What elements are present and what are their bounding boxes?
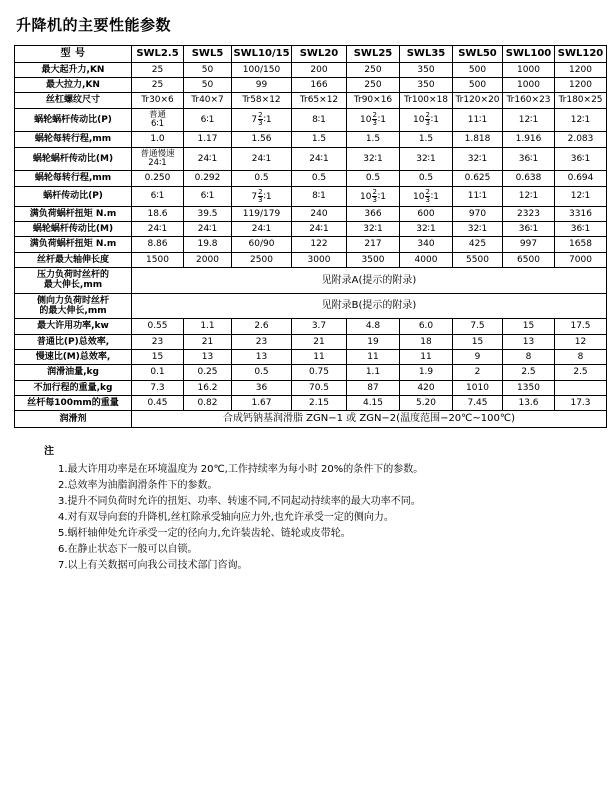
table-cell: 0.45 xyxy=(132,396,184,411)
table-cell: 6.0 xyxy=(400,319,453,334)
table-row xyxy=(15,108,607,132)
table-cell: 1000 xyxy=(503,77,555,92)
table-cell: 24∶1 xyxy=(232,221,292,236)
row-label: 润滑剂 xyxy=(15,411,132,428)
table-cell: 70.5 xyxy=(292,380,347,395)
table-row xyxy=(15,365,607,380)
table-cell: 13.6 xyxy=(503,396,555,411)
table-cell: 6∶1 xyxy=(184,186,232,206)
table-cell: Tr180×25 xyxy=(555,93,607,108)
table-cell: 2500 xyxy=(232,252,292,267)
table-cell: 32∶1 xyxy=(453,221,503,236)
table-cell: 3.7 xyxy=(292,319,347,334)
table-cell: 0.250 xyxy=(132,171,184,186)
table-cell: 8 xyxy=(555,350,607,365)
table-cell: 7.3 xyxy=(132,380,184,395)
table-row xyxy=(15,171,607,186)
table-cell: 11 xyxy=(292,350,347,365)
row-label: 慢速比(M)总效率, xyxy=(15,350,132,365)
table-cell: 166 xyxy=(292,77,347,92)
table-row xyxy=(15,206,607,221)
table-row xyxy=(15,237,607,252)
table-cell: 0.1 xyxy=(132,365,184,380)
table-cell: 1.5 xyxy=(292,132,347,147)
table-cell: Tr30×6 xyxy=(132,93,184,108)
table-cell: 2.5 xyxy=(555,365,607,380)
table-cell: 100/150 xyxy=(232,62,292,77)
table-cell: 24∶1 xyxy=(232,147,292,171)
table-cell xyxy=(555,380,607,395)
table-cell: 200 xyxy=(292,62,347,77)
table-cell: 60/90 xyxy=(232,237,292,252)
table-cell: 500 xyxy=(453,77,503,92)
row-label: 蜗轮蜗杆传动比(M) xyxy=(15,147,132,171)
row-label: 蜗轮蜗杆传动比(P) xyxy=(15,108,132,132)
table-cell: 36∶1 xyxy=(555,147,607,171)
table-cell: 13 xyxy=(184,350,232,365)
table-cell: 7.5 xyxy=(453,319,503,334)
column-header: SWL100 xyxy=(503,46,555,63)
table-cell: Tr58×12 xyxy=(232,93,292,108)
spec-table xyxy=(14,45,607,428)
table-cell: 240 xyxy=(292,206,347,221)
table-cell: 11∶1 xyxy=(453,186,503,206)
table-cell: 10 $\frac{2}{3}$ ∶1 xyxy=(400,108,453,132)
table-cell: 1.56 xyxy=(232,132,292,147)
table-cell: 0.5 xyxy=(347,171,400,186)
table-cell: 0.625 xyxy=(453,171,503,186)
table-cell: 5.20 xyxy=(400,396,453,411)
table-cell: 10 $\frac{2}{3}$ ∶1 xyxy=(347,108,400,132)
table-cell: 119/179 xyxy=(232,206,292,221)
table-cell: 7.45 xyxy=(453,396,503,411)
table-cell: 50 xyxy=(184,62,232,77)
table-cell: 2 xyxy=(453,365,503,380)
note-item: 7.以上有关数据可向我公司技术部门咨询。 xyxy=(58,559,248,571)
table-cell: 350 xyxy=(400,77,453,92)
page-title: 升降机的主要性能参数 xyxy=(16,16,172,34)
row-label: 满负荷蜗杆扭矩 N.m xyxy=(15,237,132,252)
table-cell: 350 xyxy=(400,62,453,77)
column-header: SWL50 xyxy=(453,46,503,63)
table-cell: 12∶1 xyxy=(555,108,607,132)
table-cell: 1200 xyxy=(555,62,607,77)
table-cell: 24∶1 xyxy=(132,221,184,236)
table-cell: 2.15 xyxy=(292,396,347,411)
table-cell: 24∶1 xyxy=(184,147,232,171)
table-cell: Tr90×16 xyxy=(347,93,400,108)
row-label: 蜗轮每转行程,mm xyxy=(15,171,132,186)
table-cell: 10 $\frac{2}{3}$ ∶1 xyxy=(347,186,400,206)
row-label: 满负荷蜗杆扭矩 N.m xyxy=(15,206,132,221)
table-cell: 99 xyxy=(232,77,292,92)
table-cell: 3000 xyxy=(292,252,347,267)
row-label: 润滑油量,kg xyxy=(15,365,132,380)
table-cell: 1.9 xyxy=(400,365,453,380)
table-cell: 1350 xyxy=(503,380,555,395)
table-cell: 12∶1 xyxy=(503,186,555,206)
table-cell: 2000 xyxy=(184,252,232,267)
table-row xyxy=(15,186,607,206)
row-span-value: 合成钙钠基润滑脂 ZGN−1 或 ZGN−2(温度范围−20℃~100℃) xyxy=(132,411,607,428)
table-cell: 32∶1 xyxy=(400,221,453,236)
table-row xyxy=(15,411,607,428)
table-cell: 1.5 xyxy=(347,132,400,147)
row-label: 蜗杆传动比(P) xyxy=(15,186,132,206)
table-cell: 36∶1 xyxy=(503,221,555,236)
table-cell: 24∶1 xyxy=(184,221,232,236)
table-row xyxy=(15,147,607,171)
table-cell: 10 $\frac{2}{3}$ ∶1 xyxy=(400,186,453,206)
table-cell: 0.5 xyxy=(400,171,453,186)
table-cell: 2.083 xyxy=(555,132,607,147)
table-cell: 36∶1 xyxy=(555,221,607,236)
table-cell: 3316 xyxy=(555,206,607,221)
table-cell: 17.3 xyxy=(555,396,607,411)
table-cell: 17.5 xyxy=(555,319,607,334)
table-cell: 0.5 xyxy=(232,171,292,186)
table-cell: 0.5 xyxy=(292,171,347,186)
table-row xyxy=(15,380,607,395)
table-cell: Tr40×7 xyxy=(184,93,232,108)
table-cell: 23 xyxy=(132,334,184,349)
table-cell: 1.1 xyxy=(347,365,400,380)
table-cell: 32∶1 xyxy=(453,147,503,171)
table-cell: 600 xyxy=(400,206,453,221)
table-cell: 50 xyxy=(184,77,232,92)
row-span-value: 见附录B(提示的附录) xyxy=(132,293,607,319)
table-cell: 2323 xyxy=(503,206,555,221)
table-row xyxy=(15,77,607,92)
table-cell: 12∶1 xyxy=(555,186,607,206)
table-cell: 15 xyxy=(503,319,555,334)
table-cell: 0.694 xyxy=(555,171,607,186)
table-cell: 0.638 xyxy=(503,171,555,186)
table-cell: 1.67 xyxy=(232,396,292,411)
table-cell: 32∶1 xyxy=(347,147,400,171)
table-cell: 1.916 xyxy=(503,132,555,147)
column-header: SWL5 xyxy=(184,46,232,63)
row-span-value: 见附录A(提示的附录) xyxy=(132,267,607,293)
table-cell: 366 xyxy=(347,206,400,221)
row-label: 不加行程的重量,kg xyxy=(15,380,132,395)
note-item: 6.在静止状态下一般可以自锁。 xyxy=(58,543,198,555)
table-row xyxy=(15,221,607,236)
column-header: SWL20 xyxy=(292,46,347,63)
table-cell: 13 xyxy=(232,350,292,365)
table-cell: 2.6 xyxy=(232,319,292,334)
table-cell: 15 xyxy=(453,334,503,349)
table-cell: Tr100×18 xyxy=(400,93,453,108)
note-item: 2.总效率为油脂润滑条件下的参数。 xyxy=(58,479,218,491)
table-cell: Tr160×23 xyxy=(503,93,555,108)
table-cell: 1.818 xyxy=(453,132,503,147)
table-row xyxy=(15,334,607,349)
note-item: 1.最大许用功率是在环境温度为 20℃,工作持续率为每小时 20%的条件下的参数。 xyxy=(58,463,424,475)
table-cell: 6∶1 xyxy=(184,108,232,132)
table-cell: 420 xyxy=(400,380,453,395)
table-cell: 23 xyxy=(232,334,292,349)
column-header: SWL120 xyxy=(555,46,607,63)
row-label: 丝杆最大轴伸长度 xyxy=(15,252,132,267)
note-item: 5.蜗杆轴伸处允许承受一定的径向力,允许装齿轮、链轮或皮带轮。 xyxy=(58,527,351,539)
table-cell: 5500 xyxy=(453,252,503,267)
column-header: 型 号 xyxy=(15,46,132,63)
table-cell: 250 xyxy=(347,62,400,77)
table-cell: 12 xyxy=(555,334,607,349)
table-cell: 13 xyxy=(503,334,555,349)
table-cell: 0.75 xyxy=(292,365,347,380)
table-cell: 1.17 xyxy=(184,132,232,147)
table-cell: 87 xyxy=(347,380,400,395)
table-cell: Tr120×20 xyxy=(453,93,503,108)
table-cell: 0.5 xyxy=(232,365,292,380)
table-row xyxy=(15,252,607,267)
table-cell: Tr65×12 xyxy=(292,93,347,108)
table-row xyxy=(15,293,607,319)
table-cell: 0.292 xyxy=(184,171,232,186)
table-cell: 25 xyxy=(132,77,184,92)
column-header: SWL25 xyxy=(347,46,400,63)
table-cell: 21 xyxy=(292,334,347,349)
table-cell: 21 xyxy=(184,334,232,349)
notes-label: 注 xyxy=(44,445,54,457)
notes-list xyxy=(14,462,597,574)
table-header-row xyxy=(15,46,607,63)
table-row xyxy=(15,132,607,147)
table-cell: 11 xyxy=(400,350,453,365)
row-label: 侧向力负荷时丝杆 的最大伸长,mm xyxy=(15,293,132,319)
table-cell: 36 xyxy=(232,380,292,395)
table-row xyxy=(15,267,607,293)
notes-section xyxy=(14,444,597,574)
table-cell: 6∶1 xyxy=(132,186,184,206)
table-cell: 8∶1 xyxy=(292,108,347,132)
table-row xyxy=(15,396,607,411)
table-cell: 16.2 xyxy=(184,380,232,395)
table-cell: 0.55 xyxy=(132,319,184,334)
table-cell: 8∶1 xyxy=(292,186,347,206)
table-row xyxy=(15,350,607,365)
table-cell: 普通慢速 24∶1 xyxy=(132,147,184,171)
row-label: 丝杆每100mm的重量 xyxy=(15,396,132,411)
row-label: 普通比(P)总效率, xyxy=(15,334,132,349)
table-cell: 500 xyxy=(453,62,503,77)
column-header: SWL35 xyxy=(400,46,453,63)
table-cell: 15 xyxy=(132,350,184,365)
table-cell: 0.25 xyxy=(184,365,232,380)
table-cell: 32∶1 xyxy=(400,147,453,171)
table-cell: 18.6 xyxy=(132,206,184,221)
note-item: 4.对有双导向套的升降机,丝杠除承受轴向应力外,也允许承受一定的侧向力。 xyxy=(58,511,394,523)
table-cell: 0.82 xyxy=(184,396,232,411)
table-cell: 24∶1 xyxy=(292,221,347,236)
column-header: SWL2.5 xyxy=(132,46,184,63)
table-cell: 250 xyxy=(347,77,400,92)
table-cell: 340 xyxy=(400,237,453,252)
table-cell: 425 xyxy=(453,237,503,252)
table-cell: 2.5 xyxy=(503,365,555,380)
table-cell: 1.1 xyxy=(184,319,232,334)
table-cell: 19.8 xyxy=(184,237,232,252)
table-cell: 32∶1 xyxy=(347,221,400,236)
table-cell: 1000 xyxy=(503,62,555,77)
table-cell: 36∶1 xyxy=(503,147,555,171)
row-label: 丝杠螺纹尺寸 xyxy=(15,93,132,108)
table-cell: 1500 xyxy=(132,252,184,267)
table-cell: 1.0 xyxy=(132,132,184,147)
table-cell: 970 xyxy=(453,206,503,221)
table-cell: 1010 xyxy=(453,380,503,395)
table-cell: 11∶1 xyxy=(453,108,503,132)
table-row xyxy=(15,93,607,108)
row-label: 蜗轮蜗杆传动比(M) xyxy=(15,221,132,236)
note-item: 3.提升不同负荷时允许的扭矩、功率、转速不同,不同起动持续率的最大功率不同。 xyxy=(58,495,421,507)
table-cell: 4000 xyxy=(400,252,453,267)
table-row xyxy=(15,319,607,334)
table-cell: 18 xyxy=(400,334,453,349)
table-cell: 普通 6∶1 xyxy=(132,108,184,132)
table-cell: 12∶1 xyxy=(503,108,555,132)
table-cell: 8.86 xyxy=(132,237,184,252)
table-cell: 1.5 xyxy=(400,132,453,147)
table-body xyxy=(15,62,607,427)
table-cell: 7 $\frac{2}{3}$ ∶1 xyxy=(232,186,292,206)
table-cell: 4.8 xyxy=(347,319,400,334)
table-cell: 7000 xyxy=(555,252,607,267)
row-label: 最大拉力,KN xyxy=(15,77,132,92)
table-cell: 19 xyxy=(347,334,400,349)
row-label: 压力负荷时丝杆的 最大伸长,mm xyxy=(15,267,132,293)
table-cell: 122 xyxy=(292,237,347,252)
table-cell: 1200 xyxy=(555,77,607,92)
table-cell: 39.5 xyxy=(184,206,232,221)
table-cell: 7 $\frac{2}{3}$ ∶1 xyxy=(232,108,292,132)
row-label: 最大许用功率,kw xyxy=(15,319,132,334)
table-cell: 4.15 xyxy=(347,396,400,411)
table-cell: 24∶1 xyxy=(292,147,347,171)
table-row xyxy=(15,62,607,77)
column-header: SWL10/15 xyxy=(232,46,292,63)
table-cell: 217 xyxy=(347,237,400,252)
row-label: 蜗轮每转行程,mm xyxy=(15,132,132,147)
row-label: 最大起升力,KN xyxy=(15,62,132,77)
table-cell: 8 xyxy=(503,350,555,365)
table-cell: 9 xyxy=(453,350,503,365)
table-cell: 997 xyxy=(503,237,555,252)
table-cell: 11 xyxy=(347,350,400,365)
table-cell: 25 xyxy=(132,62,184,77)
table-cell: 3500 xyxy=(347,252,400,267)
table-cell: 6500 xyxy=(503,252,555,267)
table-cell: 1658 xyxy=(555,237,607,252)
